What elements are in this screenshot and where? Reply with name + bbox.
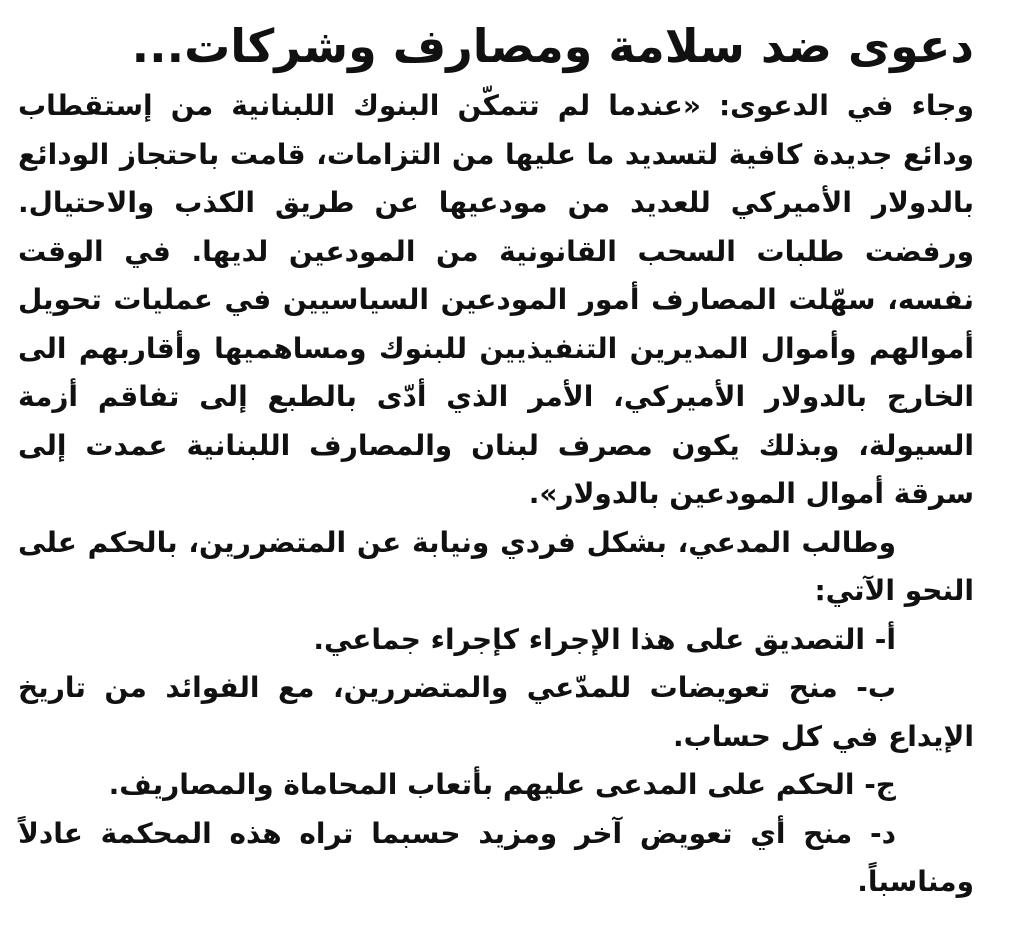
demand-item-a: أ- التصديق على هذا الإجراء كإجراء جماعي. [313,622,896,656]
demand-item-b: ب- منح تعويضات للمدّعي والمتضررين، مع الفوائد من تاريخ الإيداع في كل حساب. [18,671,974,753]
demand-item-c: ج- الحكم على المدعى عليهم بأتعاب المحاماة والمصاريف. [108,768,896,801]
article-paragraph-demands: وطالب المدعي، بشكل فردي ونيابة عن المتضررين، بالحكم على النحو الآتي: [18,525,974,607]
article-paragraph-quote: وجاء في الدعوى: «عندما لم تتمكّن البنوك اللبنانية من إستقطاب ودائع جديدة كافية لتسديد ما عليها من التزامات، قامت باحتجاز الودائع بالدولار الأميركي للعديد من مودعيها عن طريق الكذب والاحتيال. ورفضت طلبات السحب القانونية من المودعين لديها. في الوقت نفسه، سهّلت المصارف أمور المودعين السياسيين في عمليات تحويل أموالهم وأموال المديرين التنفيذيين للبنوك ومساهميها وأقاربهم الى الخارج بالدولار الأميركي، الأمر الذي أدّى بالطبع إلى تفاقم أزمة السيولة، وبذلك يكون مصرف لبنان والمصارف اللبنانية عمدت إلى سرقة أموال المودعين بالدولار». [18,89,974,510]
demand-item-d: د- منح أي تعويض آخر ومزيد حسبما تراه هذه المحكمة عادلاً ومناسباً. [18,816,974,898]
article-headline: دعوى ضد سلامة ومصارف وشركات... [131,19,974,73]
article-body [18,82,974,907]
